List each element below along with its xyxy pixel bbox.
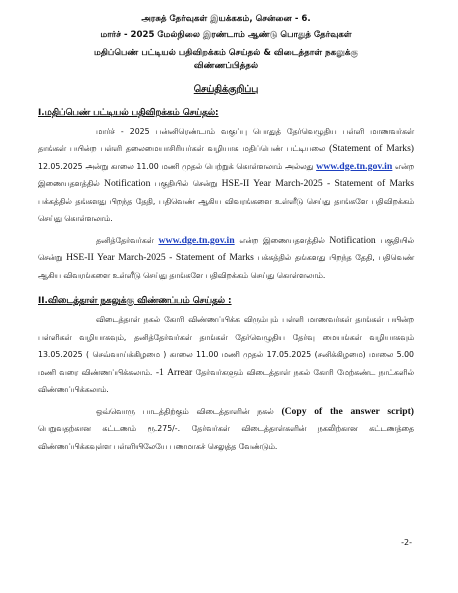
header-exam: மார்ச் - 2025 மேல்நிலை இரண்டாம் ஆண்டு பொதுத் தேர்வுகள் bbox=[100, 30, 352, 41]
section1-paragraph1: மார்ச் - 2025 பன்னிரெண்டாம் வகுப்பு பொதுத் தேர்வெழுதிய பள்ளி மாணவர்கள் தாங்கள் பயின்ற பள்ளி தலைமையாசிரியர்கள் வழியாக மதிப்பெண் பட்டியலை (Statement of Marks) 12.05.2025 அன்று காலை 11.00 மணி முதல் பெற்றுக் கொள்ளலாம் அல்லது www.dge.tn.gov.in என்ற இணையதளத்தில் Notification பகுதியில் சென்று HSE-II Year March-2025 - Statement of Marks பக்கத்தில் தங்களது பிறந்த தேதி, பதிவெண் ஆகிய விவரங்களை உள்ளீடு செய்து தாங்களே பதிவிறக்கம் செய்து கொள்ளலாம். bbox=[38, 126, 415, 224]
page-number: -2- bbox=[401, 538, 412, 547]
website-link[interactable]: www.dge.tn.gov.in bbox=[158, 234, 235, 246]
press-release-title: செய்திக்குறிப்பு bbox=[193, 83, 259, 95]
website-link[interactable]: www.dge.tn.gov.in bbox=[316, 160, 393, 172]
section2-paragraph1: விடைத்தாள் நகல் கோரி விண்ணப்பிக்க விரும்பும் பள்ளி மாணவர்கள் தாங்கள் பயின்ற பள்ளிகள் வழியாகவும், தனித்தேர்வர்கள் தாங்கள் தேர்வெழுதிய தேர்வு மையங்கள் வழியாகவும் 13.05.2025 ( செவ்வாய்க்கிழமை ) காலை 11.00 மணி முதல் 17.05.2025 (சனிக்கிழமை) மாலை 5.00 மணி வரை விண்ணப்பிக்கலாம். -1 Arrear தேர்வர்களும் விடைத்தாள் நகல் கோரி மேற்கண்ட நாட்களில் விண்ணப்பிக்கலாம். bbox=[38, 315, 415, 395]
section2-heading: II.விடைத்தாள் நகலுக்கு விண்ணப்பம் செய்தல் : bbox=[38, 296, 232, 307]
header-subject-cont: விண்ணப்பித்தல் bbox=[193, 60, 259, 71]
section1-heading: I.மதிப்பெண் பட்டியல் பதிவிறக்கம் செய்தல்: bbox=[38, 107, 219, 118]
section1-paragraph2: தனித்தேர்வர்கள் www.dge.tn.gov.in என்ற இணையதளத்தில் Notification பகுதியில் சென்று HSE-II Year March-2025 - Statement of Marks பக்கத்தில் தங்களது பிறந்த தேதி, பதிவெண் ஆகிய விவரங்களை உள்ளீடு செய்து தாங்களே பதிவிறக்கம் செய்து கொள்ளலாம். bbox=[38, 234, 414, 280]
header-office: அரசுத் தேர்வுகள் இயக்ககம், சென்னை - 6. bbox=[141, 14, 311, 24]
header-subject: மதிப்பெண் பட்டியல் பதிவிறக்கம் செய்தல் & விடைத்தாள் நகலுக்கு bbox=[93, 48, 359, 59]
section2-paragraph2: ஒவ்வொரு பாடத்திற்கும் விடைத்தாளின் நகல் (Copy of the answer script) பெறுவதற்கான கட்டணம் ரூ.275/-. தேர்வர்கள் விடைத்தாள்களின் நகலிற்கான கட்டணத்தை விண்ணப்பிக்கவுள்ள பள்ளியிலேயே பணமாகச் செலுத்த வேண்டும். bbox=[38, 405, 414, 451]
